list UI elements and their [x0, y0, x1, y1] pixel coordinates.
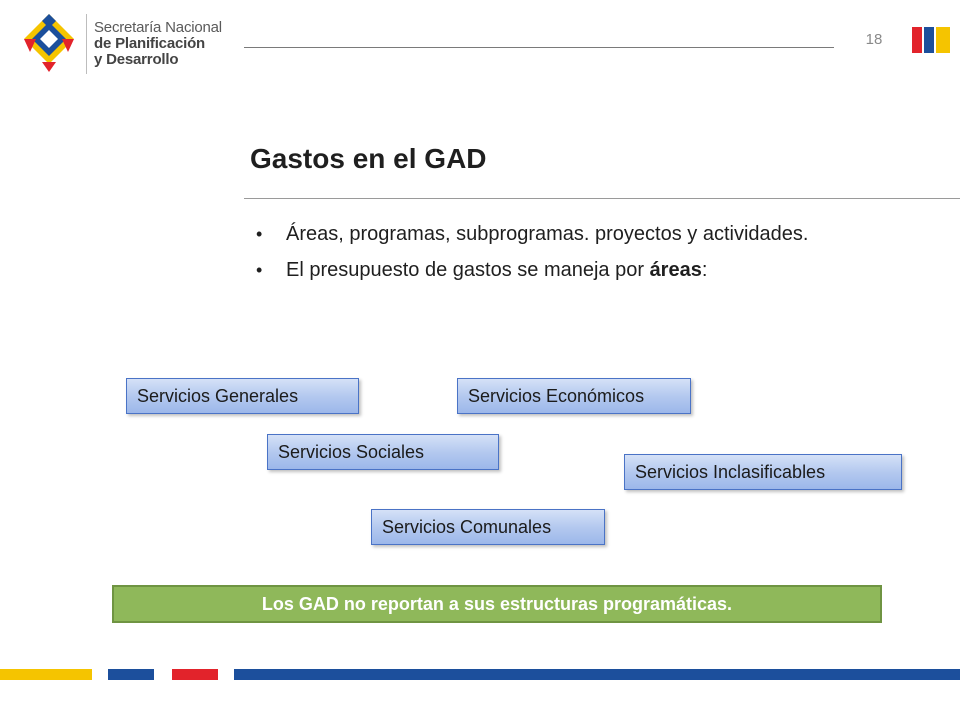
- bullet-item: [256, 258, 808, 282]
- logo-separator: [86, 14, 87, 74]
- area-servicios-inclasificables: Servicios Inclasificables: [624, 454, 902, 490]
- area-servicios-generales: Servicios Generales: [126, 378, 359, 414]
- area-servicios-economicos: Servicios Económicos: [457, 378, 691, 414]
- footer-bar-red: [172, 669, 218, 680]
- bullet-item: [256, 222, 808, 246]
- org-line-1: Secretaría Nacional: [94, 19, 222, 36]
- bullet-list: [256, 222, 808, 294]
- footer-bar-yellow: [0, 669, 92, 680]
- area-servicios-sociales: Servicios Sociales: [267, 434, 499, 470]
- bullet-text: Áreas, programas, subprogramas. proyectos y actividades.: [286, 223, 809, 245]
- header-divider: [244, 47, 834, 48]
- area-servicios-comunales: Servicios Comunales: [371, 509, 605, 545]
- title-divider: [244, 198, 960, 199]
- institution-logo-icon: [22, 12, 76, 74]
- note-banner: Los GAD no reportan a sus estructuras programáticas.: [112, 585, 882, 623]
- page-number: 18: [865, 31, 883, 48]
- bullet-text-before: El presupuesto de gastos se maneja por: [286, 259, 650, 281]
- org-line-2: de Planificación: [94, 35, 205, 52]
- org-line-3: y Desarrollo: [94, 51, 179, 68]
- bullet-text-after: :: [701, 259, 708, 281]
- bullet-bold-text: áreas: [649, 259, 702, 281]
- organization-name: [94, 20, 222, 68]
- slide-title: Gastos en el GAD: [250, 143, 487, 174]
- flag-icon: [912, 27, 960, 53]
- footer-bar-blue: [108, 669, 154, 680]
- footer-bar-long: [234, 669, 960, 680]
